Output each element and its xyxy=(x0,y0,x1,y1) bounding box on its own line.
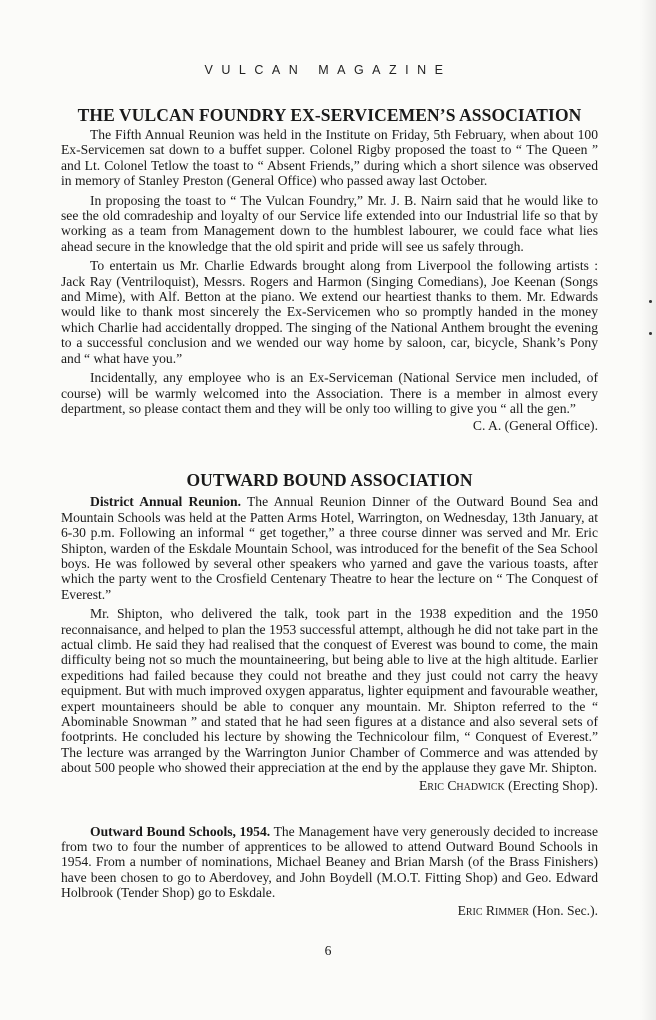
margin-mark xyxy=(649,332,652,335)
article-title: THE VULCAN FOUNDRY EX-SERVICEMEN’S ASSOCIATION xyxy=(77,105,582,125)
author-name: Eric Rimmer xyxy=(457,902,529,918)
author-department: (Hon. Sec.). xyxy=(532,902,598,918)
subsection-district-reunion xyxy=(61,494,598,793)
outward-bound-article xyxy=(61,468,598,918)
magazine-masthead: VULCAN MAGAZINE xyxy=(204,63,452,77)
page-content xyxy=(61,103,598,919)
paragraph xyxy=(61,494,598,602)
subsection-lead: Outward Bound Schools, 1954. xyxy=(90,823,271,839)
margin-mark xyxy=(649,300,652,303)
paragraph-text: The Annual Reunion Dinner of the Outward Bound Sea and Mountain Schools was held at the Patten Arms Hotel, Warrington, on Wednesday, 13th January, at 6-30 p.m. Following an informal “ get together,” a three course dinner was served and Mr. Eric Shipton, warden of the Eskdale Mountain School, was introduced for the benefit of the Sea School boys. He was followed by several other speakers who yarned and gave the various toasts, after which the party went to the Crosfield Centenary Theatre to hear the lecture on “ The Conquest of Everest.” xyxy=(61,494,599,602)
subsection-outward-bound-schools xyxy=(61,824,598,919)
paragraph: Mr. Shipton, who delivered the talk, took part in the 1938 expedition and the 1950 reconnaisance, and helped to plan the 1953 successful attempt, although he did not take part in the actual climb. He said they had realised that the conquest of Everest was bound to come, the main difficulty being not so much the mountaineering, but being able to live at the high altitude. Earlier expeditions had failed because they could not breathe and they just could not carry the heavy equipment. But with much improved oxygen apparatus, lighter equipment and favourable weather, expert mountaineers should be able to conquer any mountain. Mr. Shipton referred to the “ Abominable Snowman ” and stated that he had seen figures at a distance and also several sets of footprints. He concluded his lecture by showing the Technicolour film, “ Conquest of Everest.” The lecture was arranged by the Warrington Junior Chamber of Commerce and was attended by about 500 people who showed their appreciation at the end by the applause they gave Mr. Shipton. xyxy=(61,606,598,776)
paragraph xyxy=(61,824,598,901)
paragraph: Incidentally, any employee who is an Ex-Serviceman (National Service men included, of course) will be warmly welcomed into the Association. There is a member in almost every department, so please contact them and they will be only too willing to give you “ all the gen.” xyxy=(61,370,598,416)
paragraph: To entertain us Mr. Charlie Edwards brought along from Liverpool the following artists : Jack Ray (Ventriloquist), Messrs. Rogers and Harmon (Singing Comedians), Joe Keenan (Songs and Mime), with Alf. Betton at the piano. We extend our heartiest thanks to them. Mr. Edwards would like to thank most sincerely the Ex-Servicemen who so promptly handed in the money which Charlie had accidentally dropped. The singing of the National Anthem brought the evening to a successful conclusion and we wended our way home by saloon, car, bicycle, Shank’s Pony and “ what have you.” xyxy=(61,258,598,366)
article-title: OUTWARD BOUND ASSOCIATION xyxy=(186,470,473,491)
author-department: (Erecting Shop). xyxy=(508,777,598,793)
page-edge-shadow xyxy=(640,0,656,1020)
paragraph: In proposing the toast to “ The Vulcan Foundry,” Mr. J. B. Nairn said that he would like to see the old comradeship and loyalty of our Service life extended into our Industrial life so that by working as a team from Management down to the humblest labourer, we could face what lies ahead secure in the knowledge that the old spirit and pride will see us safely through. xyxy=(61,192,598,254)
ex-servicemen-article xyxy=(61,103,598,434)
article-signature xyxy=(61,778,598,794)
author-name: Eric Chadwick xyxy=(418,777,505,793)
paragraph: The Fifth Annual Reunion was held in the Institute on Friday, 5th February, when about 100 Ex-Servicemen sat down to a buffet supper. Colonel Rigby proposed the toast to “ The Queen ” and Lt. Colonel Tetlow the toast to “ Absent Friends,” during which a short silence was observed in memory of Stanley Preston (General Office) who passed away last October. xyxy=(61,127,598,189)
page-number: 6 xyxy=(324,943,332,958)
article-signature xyxy=(61,903,598,919)
subsection-lead: District Annual Reunion. xyxy=(90,494,242,510)
article-signature: C. A. (General Office). xyxy=(472,418,598,434)
paragraph-text: The Management have very generously decided to increase from two to four the number of apprentices to be allowed to attend Outward Bound Schools in 1954. From a number of nominations, Michael Beaney and Brian Marsh (of the Brass Finishers) have been chosen to go to Aberdovey, and John Boydell (M.O.T. Fitting Shop) and Geo. Edward Holbrook (Tender Shop) go to Eskdale. xyxy=(61,823,598,901)
